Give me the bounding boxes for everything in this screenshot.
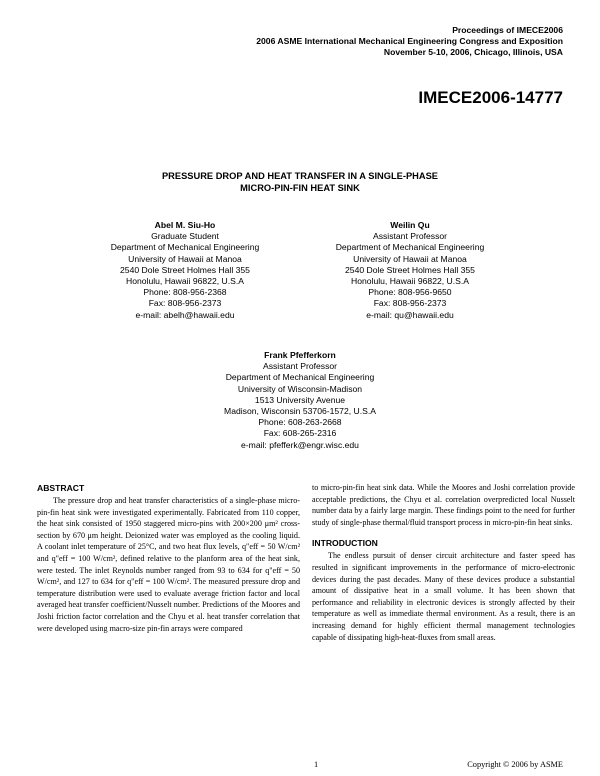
author-name: Abel M. Siu-Ho [154,220,216,230]
author-addr1: 2540 Dole Street Holmes Hall 355 [345,264,475,275]
author-addr2: Honolulu, Hawaii 96822, U.S.A [126,276,244,287]
author-addr1: 1513 University Avenue [254,394,346,405]
author-block-pfefferkorn [175,350,425,451]
author-phone: Phone: 608-263-2668 [258,417,342,428]
author-email: e-mail: qu@hawaii.edu [366,309,454,320]
author-addr1: 2540 Dole Street Holmes Hall 355 [120,264,250,275]
introduction-body: The endless pursuit of denser circuit architecture and faster speed has resulted in significant improvements in the performance of micro-electronic devices during the past decades. Many of these devices produce a substantial amount of dissipative heat in a small volume. It has been shown that performance and reliability in electronic devices is strongly affected by their temperature as well as immediate thermal environment. As a result, there is an increasing demand for highly efficient thermal management technologies capable of dissipating high-heat-fluxes from small areas. [312,551,575,642]
author-name: Frank Pfefferkorn [264,350,336,360]
author-fax: Fax: 808-956-2373 [373,298,447,309]
header-line-congress: 2006 ASME International Mechanical Engineering Congress and Exposition [256,36,563,46]
abstract-body: The pressure drop and heat transfer characteristics of a single-phase micro-pin-fin heat sink were investigated experimentally. Fabricated from 110 copper, the heat sink consisted of 1950 staggered micro-pins with 200×200 μm² cross-section by 670 μm height. Deionized water was employed as the cooling liquid. A coolant inlet temperature of 25°C, and two heat flux levels, q"eff = 50 W/cm² and q"eff = 100 W/cm², defined relative to the planform area of the heat sink, were tested. The inlet Reynolds number ranged from 93 to 634 for q"eff = 50 W/cm², and 127 to 634 for q"eff = 100 W/cm². The measured pressure drop and temperature distribution were used to evaluate average friction factor and local averaged heat transfer coefficient/Nusselt number. Predictions of the Moores and Joshi friction factor correlation and the Chyu et al. heat transfer correlation that were developed using macro-size pin-fin arrays were compared [37,496,300,633]
author-phone: Phone: 808-956-9650 [368,287,452,298]
author-phone: Phone: 808-956-2368 [143,287,227,298]
page-number: 1 [314,760,319,769]
author-addr2: Honolulu, Hawaii 96822, U.S.A [351,276,469,287]
author-block-siu-ho [60,220,310,321]
author-name: Weilin Qu [390,220,430,230]
author-dept: Department of Mechanical Engineering [225,372,375,383]
right-column [312,482,575,643]
author-fax: Fax: 608-265-2316 [263,428,337,439]
author-univ: University of Hawaii at Manoa [353,253,467,264]
author-role: Graduate Student [151,231,219,242]
author-dept: Department of Mechanical Engineering [335,242,485,253]
paper-id: IMECE2006-14777 [418,88,563,107]
author-univ: University of Hawaii at Manoa [128,253,242,264]
author-block-qu [285,220,535,321]
title-line-2: MICRO-PIN-FIN HEAT SINK [240,183,360,193]
header-line-dates: November 5-10, 2006, Chicago, Illinois, USA [383,47,563,57]
author-fax: Fax: 808-956-2373 [148,298,222,309]
conference-header [123,25,563,58]
author-role: Assistant Professor [372,231,448,242]
copyright-notice: Copyright © 2006 by ASME [467,760,563,769]
left-column [37,482,300,634]
introduction-heading: INTRODUCTION [312,538,378,549]
abstract-continued: to micro-pin-fin heat sink data. While the Moores and Joshi correlation provide acceptable predictions, the Chyu et al. correlation overpredicted local Nusselt number data by a fairly large margin. These findings point to the need for further study of single-phase thermal/fluid transport process in micro-pin-fin heat sinks. [312,483,575,527]
author-addr2: Madison, Wisconsin 53706-1572, U.S.A [224,406,376,417]
author-dept: Department of Mechanical Engineering [110,242,260,253]
header-line-proceedings: Proceedings of IMECE2006 [452,25,563,35]
author-univ: University of Wisconsin-Madison [237,383,363,394]
author-role: Assistant Professor [262,361,338,372]
author-email: e-mail: pfefferk@engr.wisc.edu [241,439,359,450]
title-line-1: PRESSURE DROP AND HEAT TRANSFER IN A SINGLE-PHASE [161,171,438,181]
author-email: e-mail: abelh@hawaii.edu [135,309,235,320]
abstract-heading: ABSTRACT [37,483,85,493]
paper-title [60,170,540,194]
